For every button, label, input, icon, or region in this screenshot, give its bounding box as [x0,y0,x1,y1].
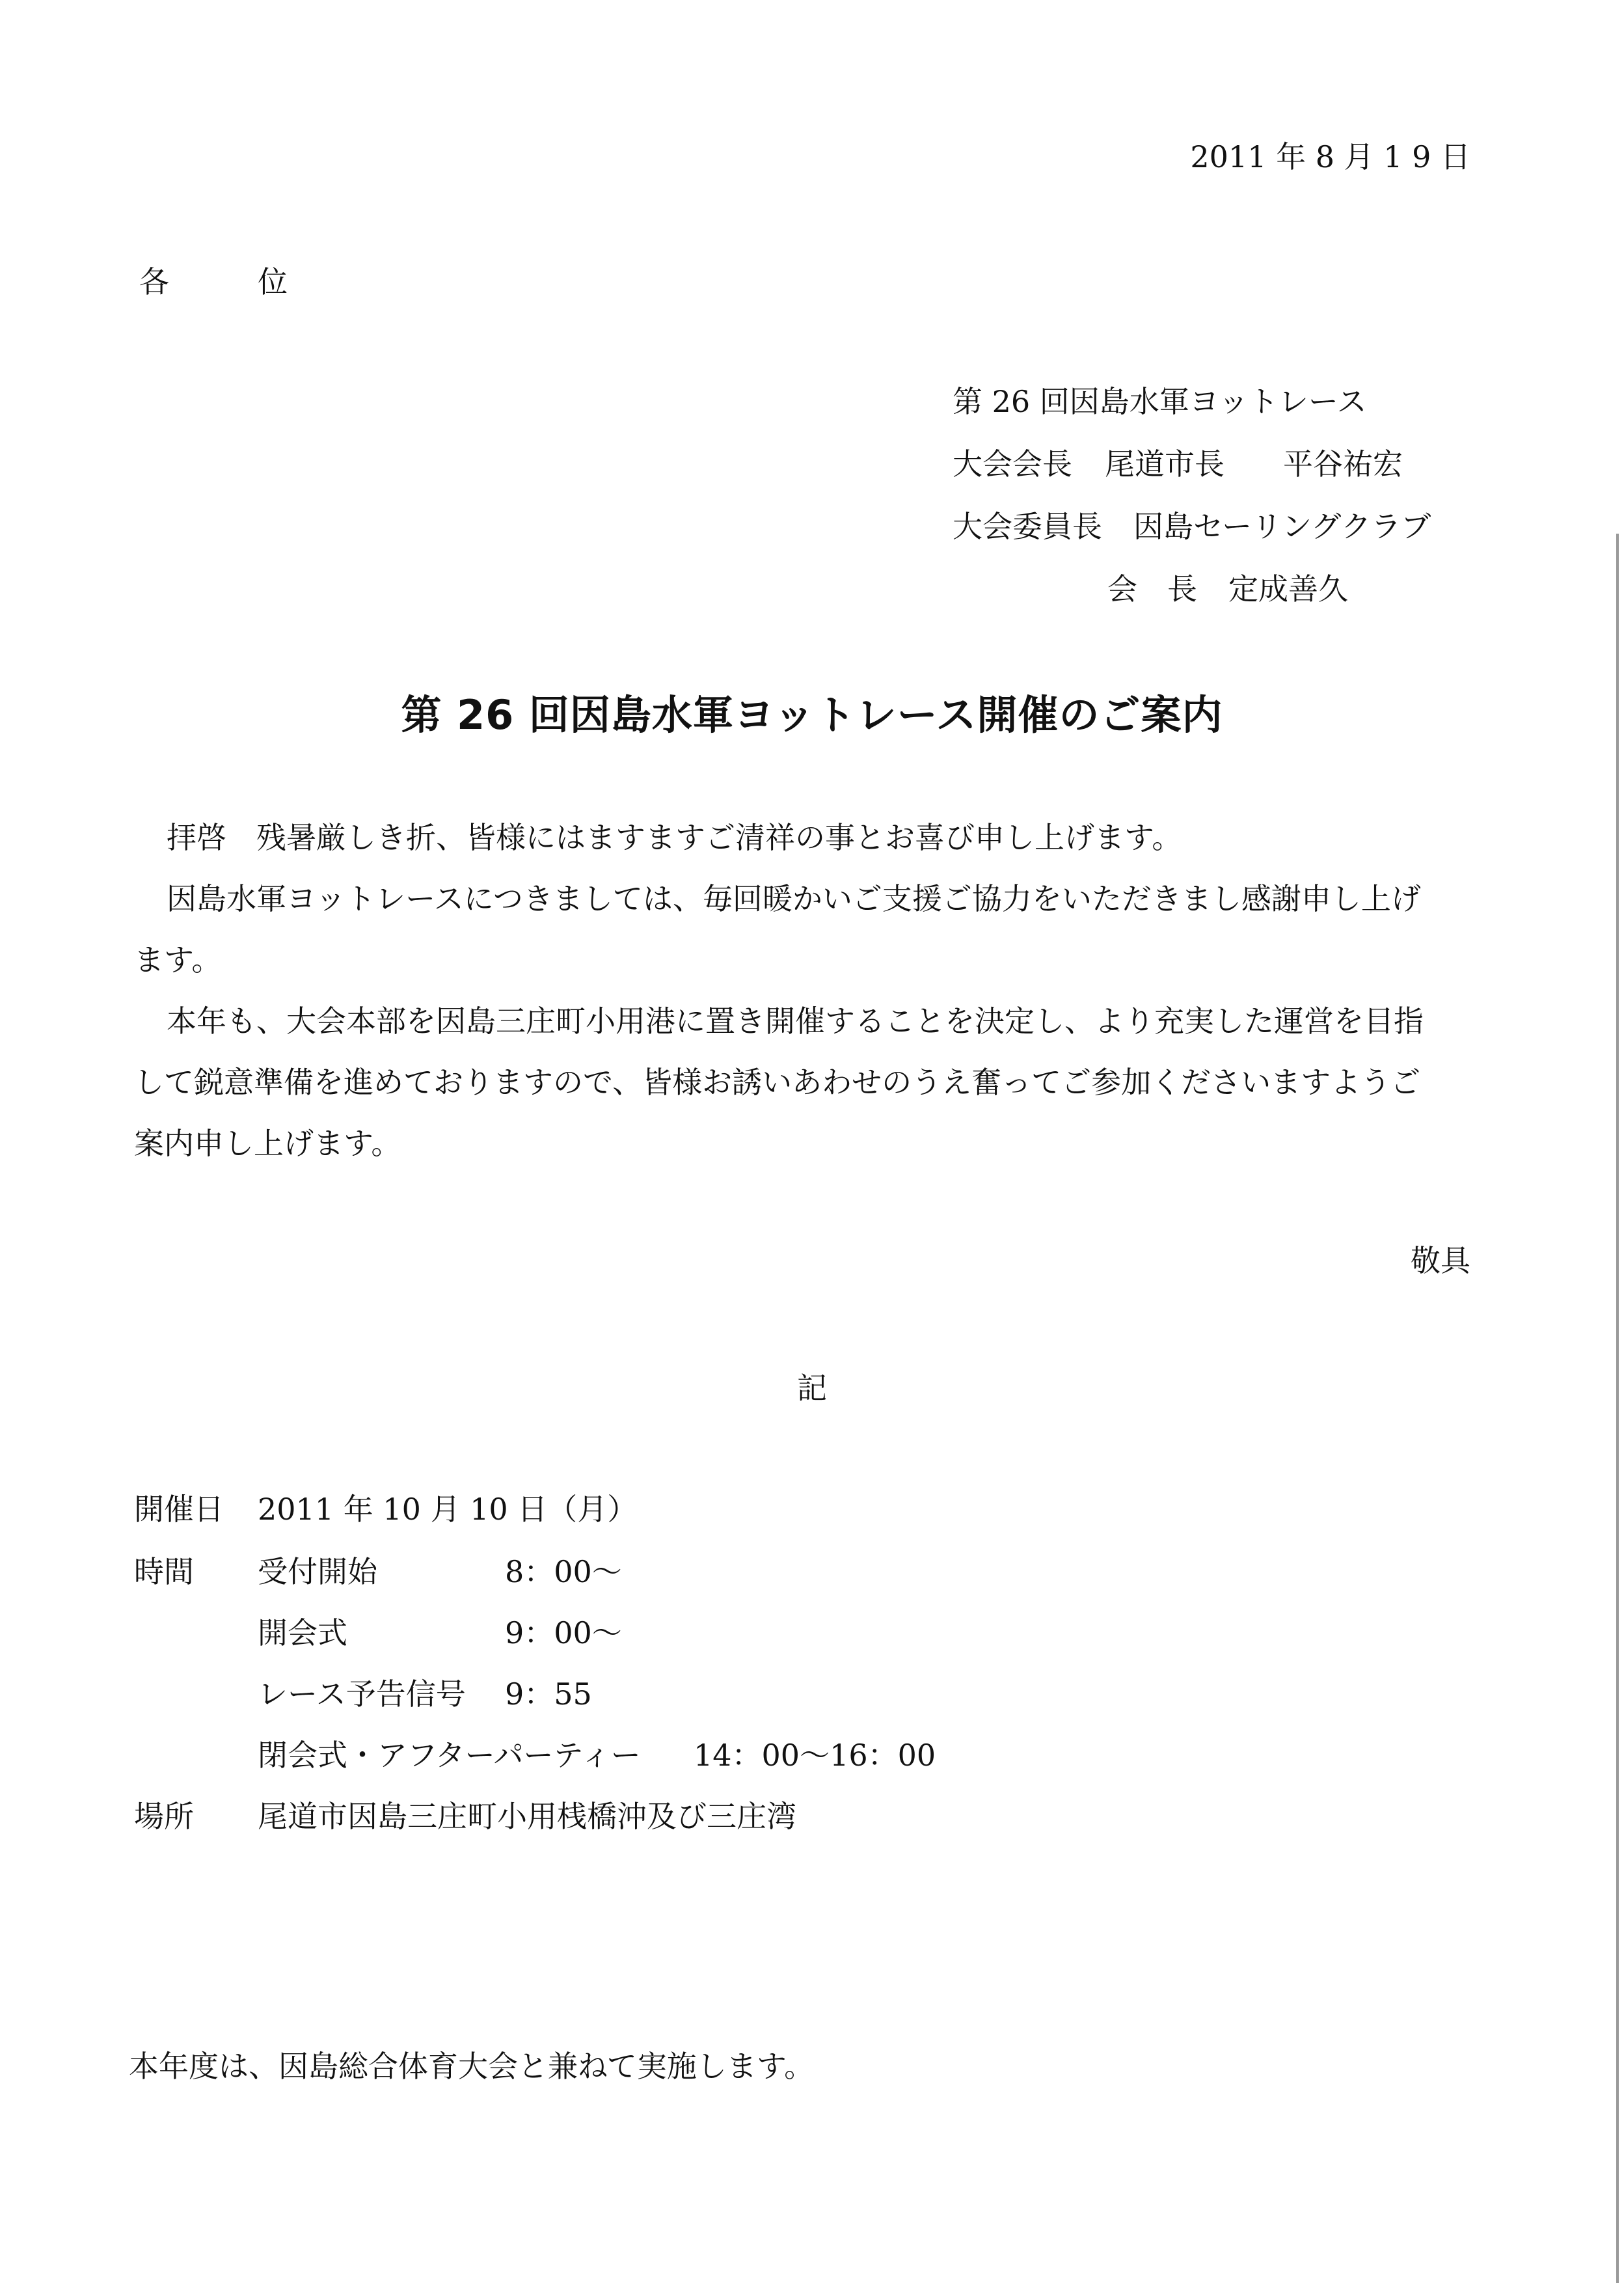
body-line-4: 本年も、大会本部を因島三庄町小用港に置き開催することを決定し、より充実した運営を目指 [167,1004,1424,1039]
date-label: 開催日 [134,1492,224,1527]
place-value: 尾道市因島三庄町小用桟橋沖及び三庄湾 [258,1799,796,1834]
body-line-5: して鋭意準備を進めておりますので、皆様お誘いあわせのうえ奮ってご参加くださいますようご [134,1065,1421,1100]
president-name: 定成善久 [1228,571,1348,607]
schedule-item: レース予告信号 [258,1676,466,1712]
schedule-time: 9：55 [505,1676,592,1712]
section-ki: 記 [797,1371,827,1406]
letter-date: 2011 年 8 月 1 9 日 [1190,139,1470,174]
time-label: 時間 [134,1554,194,1589]
footer-note: 本年度は、因島総合体育大会と兼ねて実施します。 [129,2049,815,2084]
chairman-title: 大会会長 [953,446,1072,482]
place-label: 場所 [134,1799,194,1834]
schedule-time: 9：00～ [505,1615,622,1650]
sender-committee [953,509,1431,544]
schedule-item: 受付開始 [258,1554,377,1589]
date-value: 2011 年 10 月 10 日（月） [258,1492,638,1527]
chairman-role: 尾道市長 [1105,446,1225,482]
schedule-time: 8：00～ [505,1554,622,1589]
scan-edge-line [1616,534,1619,2283]
body-line-3: ます。 [134,942,222,977]
committee-title: 大会委員長 [953,509,1102,544]
body-line-2: 因島水軍ヨットレースにつきましては、毎回暖かいご支援ご協力をいただきまし感謝申し上げ [167,881,1421,916]
document-title: 第 26 回因島水軍ヨットレース開催のご案内 [401,691,1223,739]
schedule-item: 開会式 [258,1615,347,1650]
sender-president [1107,571,1348,607]
chairman-name: 平谷祐宏 [1283,446,1403,482]
committee-org: 因島セーリングクラブ [1133,509,1431,544]
body-line-6: 案内申し上げます。 [134,1126,401,1161]
sender-chairman [953,446,1403,482]
schedule-item: 閉会式・アフターパーティー [258,1738,641,1773]
president-title: 会 長 [1107,571,1197,607]
closing-keigu: 敬具 [1411,1243,1470,1278]
schedule-time: 14：00～16：00 [694,1738,936,1773]
body-line-1: 拝啓 残暑厳しき折、皆様にはますますご清祥の事とお喜び申し上げます。 [167,820,1182,855]
sender-event: 第 26 回因島水軍ヨットレース [953,384,1367,419]
addressee: 各位 [139,264,376,299]
